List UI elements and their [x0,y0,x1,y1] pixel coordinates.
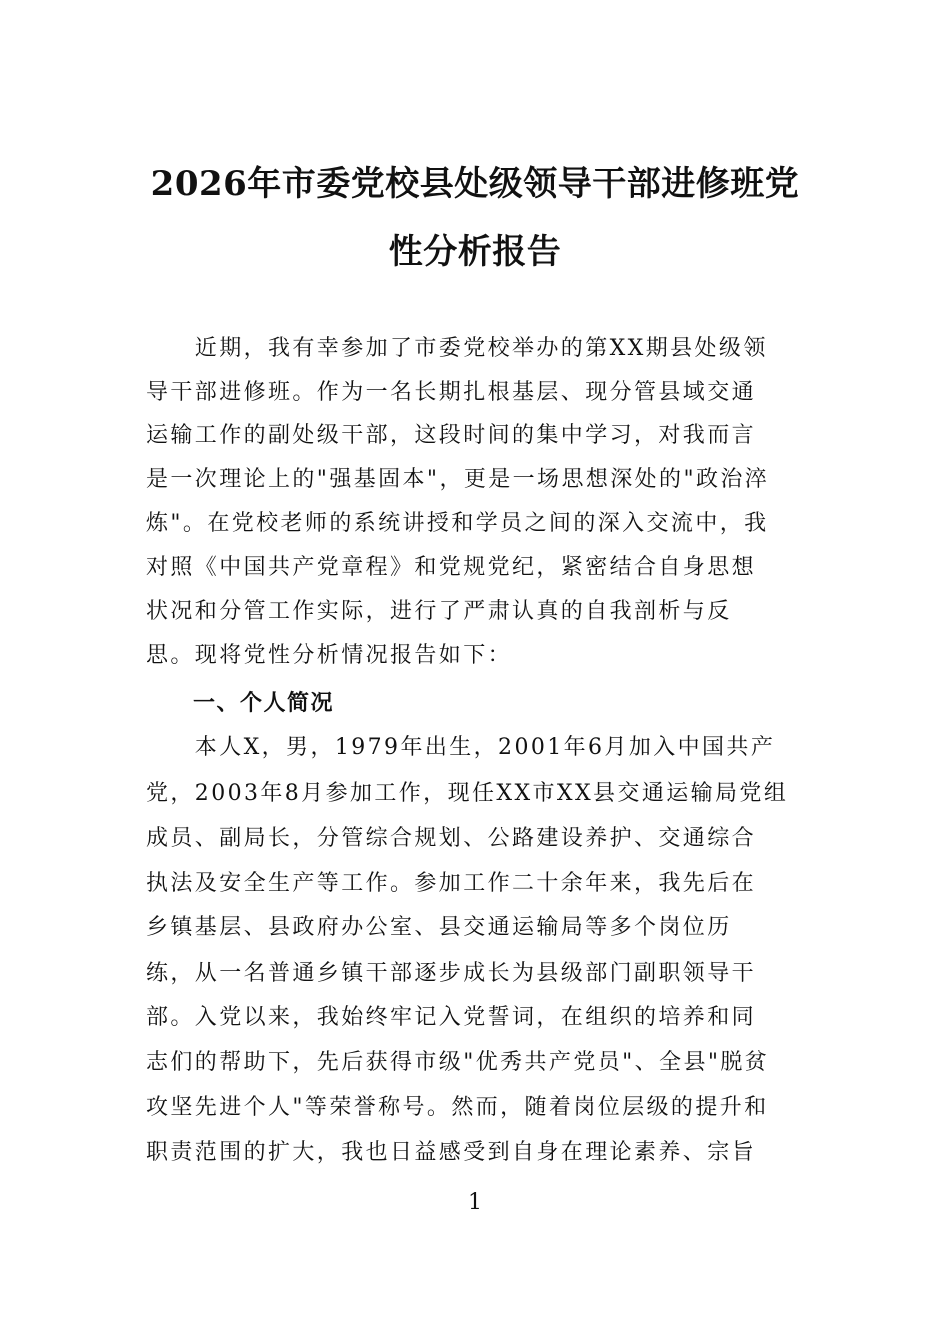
body-text-line: 状况和分管工作实际，进行了严肃认真的自我剖析与反 [146,599,732,624]
body-text-line: 对照《中国共产党章程》和党规党纪，紧密结合自身思想 [146,555,757,580]
body-text-line: 思。现将党性分析情况报告如下： [146,643,513,668]
page-number: 1 [468,1190,482,1215]
document-title-line-2: 性分析报告 [388,232,562,272]
body-text-line: 导干部进修班。作为一名长期扎根基层、现分管县域交通 [146,380,757,405]
body-text-line: 成员、副局长，分管综合规划、公路建设养护、交通综合 [146,826,757,851]
body-text-line: 党，2003年8月参加工作，现任XX市XX县交通运输局党组 [146,781,789,806]
body-text-line: 乡镇基层、县政府办公室、县交通运输局等多个岗位历 [146,915,732,940]
body-text-line: 炼"。在党校老师的系统讲授和学员之间的深入交流中，我 [146,511,769,536]
body-text-line: 攻坚先进个人"等荣誉称号。然而，随着岗位层级的提升和 [146,1095,769,1120]
body-text-line: 职责范围的扩大，我也日益感受到自身在理论素养、宗旨 [146,1140,757,1165]
body-text-line: 部。入党以来，我始终牢记入党誓词，在组织的培养和同 [146,1005,757,1030]
body-text-line: 志们的帮助下，先后获得市级"优秀共产党员"、全县"脱贫 [146,1050,770,1075]
body-text-line: 练，从一名普通乡镇干部逐步成长为县级部门副职领导干 [146,961,757,986]
body-text-line: 是一次理论上的"强基固本"，更是一场思想深处的"政治淬 [146,467,770,492]
body-text-line: 运输工作的副处级干部，这段时间的集中学习，对我而言 [146,423,757,448]
body-text-line: 近期，我有幸参加了市委党校举办的第XX期县处级领 [146,336,768,361]
body-text-line: 本人X，男，1979年出生，2001年6月加入中国共产 [146,735,776,760]
document-title-line-1: 2026年市委党校县处级领导干部进修班党 [150,164,800,204]
section-heading: 一、个人简况 [146,691,335,716]
body-text-line: 执法及安全生产等工作。参加工作二十余年来，我先后在 [146,871,757,896]
